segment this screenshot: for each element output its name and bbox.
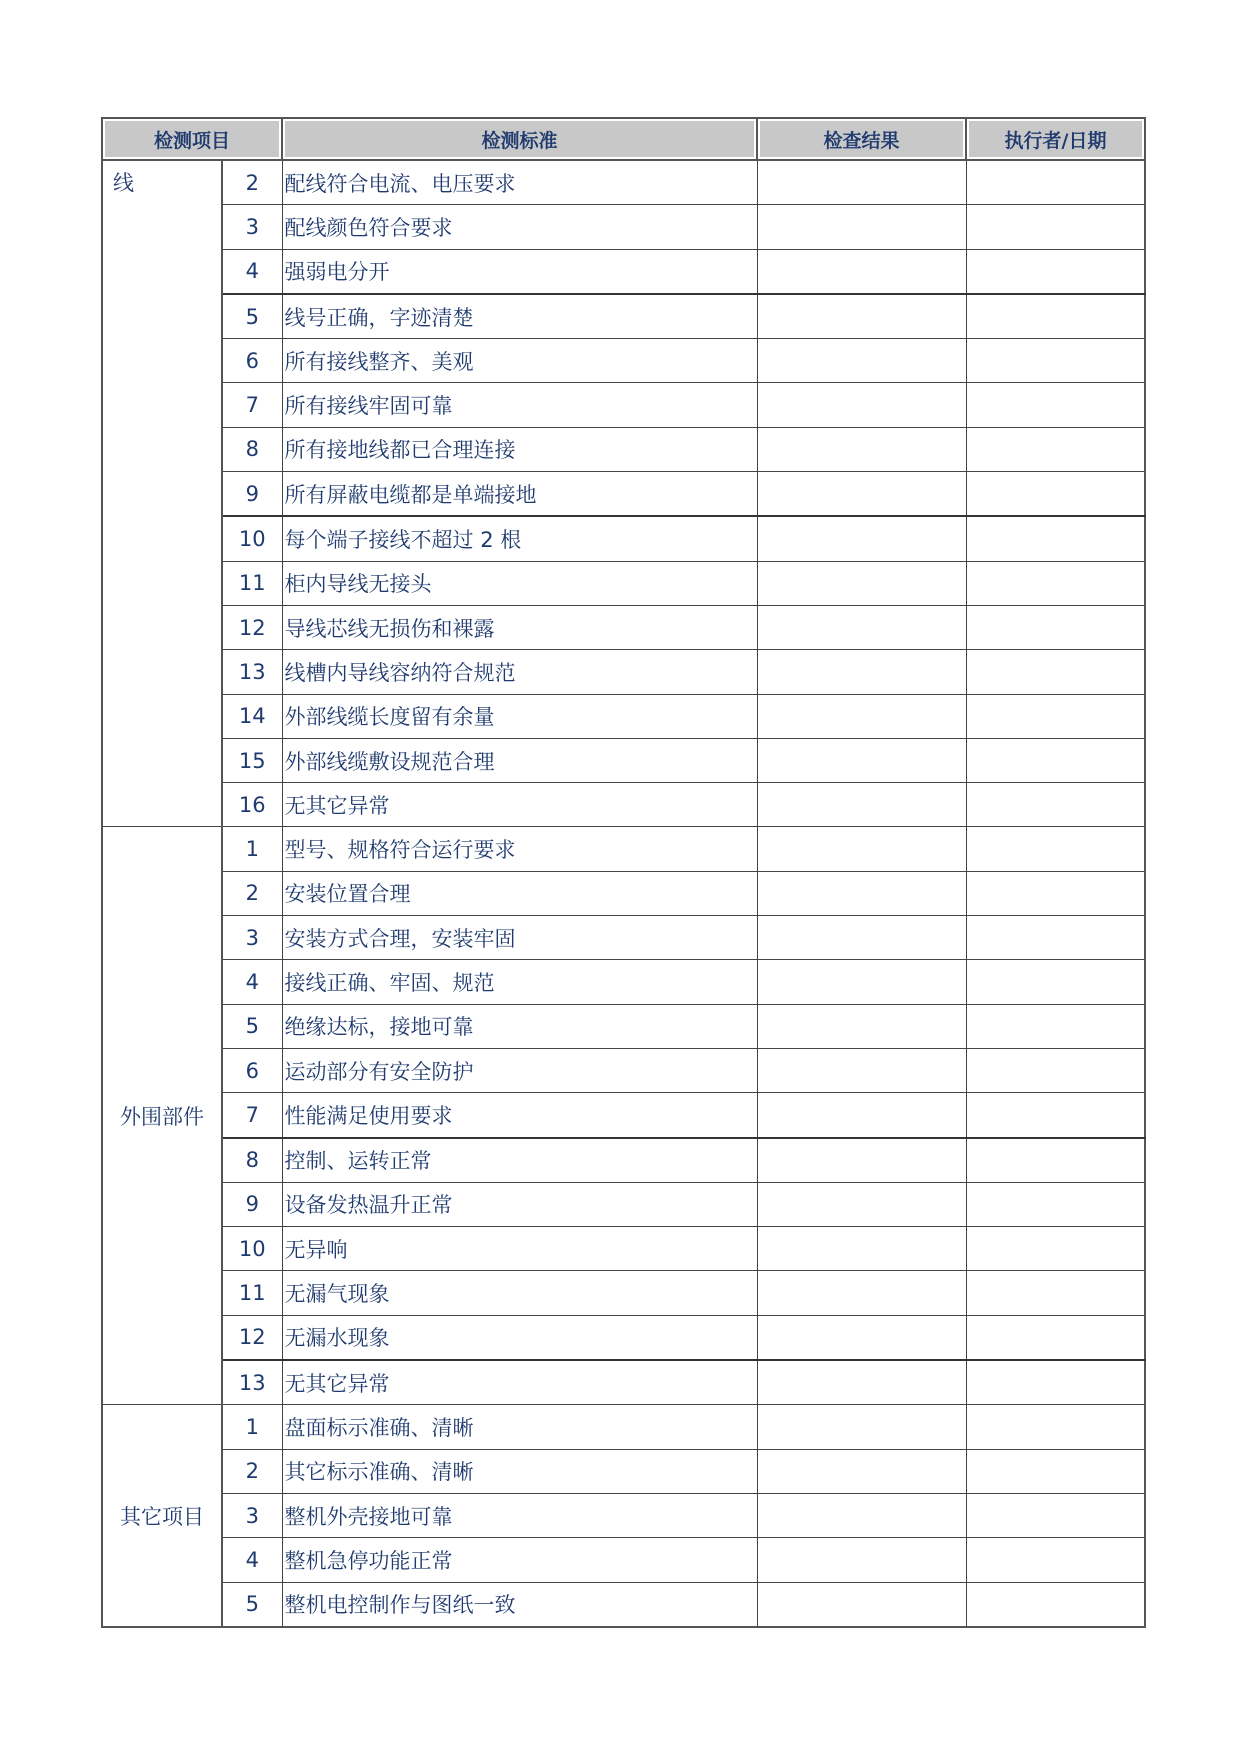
result-cell[interactable] — [757, 1582, 966, 1627]
result-cell[interactable] — [757, 1493, 966, 1537]
item-number: 11 — [222, 1271, 282, 1315]
table-row — [102, 1227, 1145, 1271]
result-cell[interactable] — [757, 516, 966, 561]
item-number: 6 — [222, 339, 282, 383]
standard-cell: 线号正确，字迹清楚 — [282, 294, 757, 339]
executor-date-cell[interactable] — [966, 1138, 1145, 1183]
item-number: 5 — [222, 1582, 282, 1627]
table-row — [102, 1048, 1145, 1092]
header-item: 检测项目 — [102, 118, 282, 160]
table-row — [102, 783, 1145, 827]
table-row — [102, 427, 1145, 471]
result-cell[interactable] — [757, 916, 966, 960]
executor-date-cell[interactable] — [966, 1271, 1145, 1315]
standard-cell: 强弱电分开 — [282, 249, 757, 294]
standard-cell: 所有屏蔽电缆都是单端接地 — [282, 472, 757, 517]
result-cell[interactable] — [757, 1227, 966, 1271]
result-cell[interactable] — [757, 960, 966, 1004]
standard-cell: 无异响 — [282, 1227, 757, 1271]
table-row — [102, 694, 1145, 738]
table-row — [102, 1004, 1145, 1048]
executor-date-cell[interactable] — [966, 1493, 1145, 1537]
item-number: 6 — [222, 1048, 282, 1092]
item-number: 9 — [222, 1182, 282, 1226]
header-standard: 检测标准 — [282, 118, 757, 160]
result-cell[interactable] — [757, 383, 966, 427]
result-cell[interactable] — [757, 561, 966, 605]
item-number: 4 — [222, 960, 282, 1004]
result-cell[interactable] — [757, 871, 966, 915]
table-row — [102, 1138, 1145, 1183]
table-row — [102, 516, 1145, 561]
table-row — [102, 1360, 1145, 1405]
table-row — [102, 605, 1145, 649]
table-row — [102, 1093, 1145, 1138]
table-row — [102, 738, 1145, 782]
executor-date-cell[interactable] — [966, 427, 1145, 471]
executor-date-cell[interactable] — [966, 827, 1145, 871]
result-cell[interactable] — [757, 160, 966, 205]
table-row — [102, 827, 1145, 871]
executor-date-cell[interactable] — [966, 783, 1145, 827]
result-cell[interactable] — [757, 1538, 966, 1582]
standard-cell: 运动部分有安全防护 — [282, 1048, 757, 1092]
executor-date-cell[interactable] — [966, 1093, 1145, 1138]
result-cell[interactable] — [757, 1093, 966, 1138]
table-row — [102, 1182, 1145, 1226]
header-row — [102, 118, 1145, 160]
standard-cell: 所有接地线都已合理连接 — [282, 427, 757, 471]
executor-date-cell[interactable] — [966, 383, 1145, 427]
table-row — [102, 339, 1145, 383]
table-row — [102, 294, 1145, 339]
executor-date-cell[interactable] — [966, 249, 1145, 294]
executor-date-cell[interactable] — [966, 1004, 1145, 1048]
standard-cell: 安装方式合理，安装牢固 — [282, 916, 757, 960]
executor-date-cell[interactable] — [966, 516, 1145, 561]
executor-date-cell[interactable] — [966, 1405, 1145, 1449]
standard-cell: 外部线缆长度留有余量 — [282, 694, 757, 738]
result-cell[interactable] — [757, 1405, 966, 1449]
header-result: 检查结果 — [757, 118, 966, 160]
table-row — [102, 561, 1145, 605]
table-row — [102, 383, 1145, 427]
result-cell[interactable] — [757, 205, 966, 249]
table-row — [102, 205, 1145, 249]
item-number: 15 — [222, 738, 282, 782]
table-row — [102, 1315, 1145, 1360]
standard-cell: 配线颜色符合要求 — [282, 205, 757, 249]
item-number: 3 — [222, 916, 282, 960]
item-number: 1 — [222, 827, 282, 871]
item-number: 3 — [222, 205, 282, 249]
item-number: 13 — [222, 650, 282, 694]
category-cell: 线 — [102, 160, 222, 827]
table-row — [102, 1405, 1145, 1449]
result-cell[interactable] — [757, 1449, 966, 1493]
item-number: 1 — [222, 1405, 282, 1449]
executor-date-cell[interactable] — [966, 339, 1145, 383]
table-row — [102, 916, 1145, 960]
executor-date-cell[interactable] — [966, 916, 1145, 960]
standard-cell: 整机急停功能正常 — [282, 1538, 757, 1582]
standard-cell: 盘面标示准确、清晰 — [282, 1405, 757, 1449]
standard-cell: 配线符合电流、电压要求 — [282, 160, 757, 205]
item-number: 7 — [222, 383, 282, 427]
standard-cell: 无其它异常 — [282, 783, 757, 827]
item-number: 2 — [222, 1449, 282, 1493]
standard-cell: 线槽内导线容纳符合规范 — [282, 650, 757, 694]
executor-date-cell[interactable] — [966, 1227, 1145, 1271]
table-row — [102, 249, 1145, 294]
standard-cell: 外部线缆敷设规范合理 — [282, 738, 757, 782]
executor-date-cell[interactable] — [966, 1449, 1145, 1493]
result-cell[interactable] — [757, 1271, 966, 1315]
table-body — [102, 160, 1145, 1627]
table-row — [102, 160, 1145, 205]
executor-date-cell[interactable] — [966, 871, 1145, 915]
result-cell[interactable] — [757, 249, 966, 294]
table-row — [102, 1271, 1145, 1315]
standard-cell: 设备发热温升正常 — [282, 1182, 757, 1226]
table-row — [102, 1582, 1145, 1627]
result-cell[interactable] — [757, 1138, 966, 1183]
result-cell[interactable] — [757, 1004, 966, 1048]
item-number: 16 — [222, 783, 282, 827]
result-cell[interactable] — [757, 472, 966, 517]
executor-date-cell[interactable] — [966, 1315, 1145, 1360]
standard-cell: 无其它异常 — [282, 1360, 757, 1405]
result-cell[interactable] — [757, 1182, 966, 1226]
result-cell[interactable] — [757, 783, 966, 827]
standard-cell: 整机电控制作与图纸一致 — [282, 1582, 757, 1627]
result-cell[interactable] — [757, 605, 966, 649]
item-number: 11 — [222, 561, 282, 605]
item-number: 7 — [222, 1093, 282, 1138]
executor-date-cell[interactable] — [966, 1048, 1145, 1092]
executor-date-cell[interactable] — [966, 738, 1145, 782]
executor-date-cell[interactable] — [966, 1360, 1145, 1405]
item-number: 5 — [222, 294, 282, 339]
executor-date-cell[interactable] — [966, 605, 1145, 649]
table-row — [102, 472, 1145, 517]
executor-date-cell[interactable] — [966, 1182, 1145, 1226]
standard-cell: 安装位置合理 — [282, 871, 757, 915]
executor-date-cell[interactable] — [966, 160, 1145, 205]
standard-cell: 绝缘达标，接地可靠 — [282, 1004, 757, 1048]
table-row — [102, 871, 1145, 915]
item-number: 10 — [222, 1227, 282, 1271]
table-row — [102, 1449, 1145, 1493]
item-number: 4 — [222, 249, 282, 294]
header-executor: 执行者/日期 — [966, 118, 1145, 160]
item-number: 14 — [222, 694, 282, 738]
result-cell[interactable] — [757, 1360, 966, 1405]
item-number: 12 — [222, 605, 282, 649]
standard-cell: 控制、运转正常 — [282, 1138, 757, 1183]
item-number: 4 — [222, 1538, 282, 1582]
standard-cell: 柜内导线无接头 — [282, 561, 757, 605]
item-number: 13 — [222, 1360, 282, 1405]
standard-cell: 无漏水现象 — [282, 1315, 757, 1360]
standard-cell: 其它标示准确、清晰 — [282, 1449, 757, 1493]
result-cell[interactable] — [757, 694, 966, 738]
inspection-table — [101, 117, 1146, 1628]
standard-cell: 性能满足使用要求 — [282, 1093, 757, 1138]
executor-date-cell[interactable] — [966, 205, 1145, 249]
item-number: 10 — [222, 516, 282, 561]
item-number: 8 — [222, 427, 282, 471]
standard-cell: 无漏气现象 — [282, 1271, 757, 1315]
result-cell[interactable] — [757, 1315, 966, 1360]
result-cell[interactable] — [757, 827, 966, 871]
standard-cell: 型号、规格符合运行要求 — [282, 827, 757, 871]
result-cell[interactable] — [757, 294, 966, 339]
item-number: 2 — [222, 160, 282, 205]
executor-date-cell[interactable] — [966, 1538, 1145, 1582]
executor-date-cell[interactable] — [966, 694, 1145, 738]
executor-date-cell[interactable] — [966, 294, 1145, 339]
standard-cell: 所有接线整齐、美观 — [282, 339, 757, 383]
standard-cell: 每个端子接线不超过 2 根 — [282, 516, 757, 561]
table-row — [102, 960, 1145, 1004]
executor-date-cell[interactable] — [966, 960, 1145, 1004]
result-cell[interactable] — [757, 1048, 966, 1092]
standard-cell: 整机外壳接地可靠 — [282, 1493, 757, 1537]
table-row — [102, 1493, 1145, 1537]
item-number: 5 — [222, 1004, 282, 1048]
category-cell: 外围部件 — [102, 827, 222, 1405]
standard-cell: 接线正确、牢固、规范 — [282, 960, 757, 1004]
item-number: 2 — [222, 871, 282, 915]
item-number: 3 — [222, 1493, 282, 1537]
item-number: 12 — [222, 1315, 282, 1360]
result-cell[interactable] — [757, 650, 966, 694]
standard-cell: 导线芯线无损伤和裸露 — [282, 605, 757, 649]
executor-date-cell[interactable] — [966, 1582, 1145, 1627]
table-row — [102, 650, 1145, 694]
table-row — [102, 1538, 1145, 1582]
result-cell[interactable] — [757, 427, 966, 471]
result-cell[interactable] — [757, 738, 966, 782]
category-cell: 其它项目 — [102, 1405, 222, 1627]
item-number: 8 — [222, 1138, 282, 1183]
inspection-checklist — [101, 117, 1144, 1628]
result-cell[interactable] — [757, 339, 966, 383]
executor-date-cell[interactable] — [966, 561, 1145, 605]
executor-date-cell[interactable] — [966, 650, 1145, 694]
item-number: 9 — [222, 472, 282, 517]
standard-cell: 所有接线牢固可靠 — [282, 383, 757, 427]
executor-date-cell[interactable] — [966, 472, 1145, 517]
